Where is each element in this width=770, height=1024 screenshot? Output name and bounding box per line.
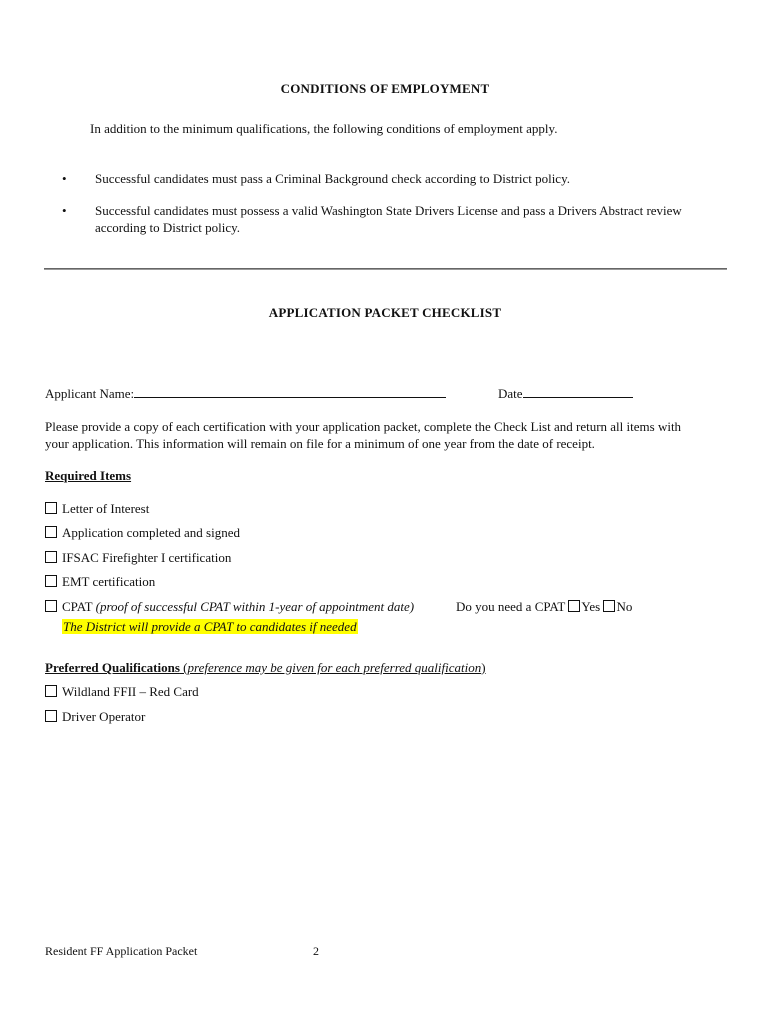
cpat-question-row [456, 599, 632, 615]
cpat-yes-label: Yes [581, 599, 601, 614]
required-item-ifsac [45, 550, 231, 566]
preferred-note-open: ( [179, 660, 188, 675]
cpat-no-label: No [616, 599, 633, 614]
bullet-1-text: Successful candidates must pass a Criminal Background check according to District policy. [95, 171, 570, 186]
cpat-highlight-row [62, 619, 358, 635]
section-divider [44, 268, 727, 270]
required-item-letter [45, 501, 149, 517]
cpat-checkbox[interactable] [45, 600, 57, 612]
bullet-2-text-line2: according to District policy. [95, 220, 241, 235]
bullet-1-marker: • [62, 171, 67, 186]
required-items-heading: Required Items [45, 468, 132, 483]
date-label: Date [498, 386, 523, 401]
required-item-cpat [45, 599, 414, 615]
applicant-name-row [45, 386, 446, 402]
instructions-line-2: your application. This information will remain on file for a minimum of one year from the date of receipt. [45, 436, 595, 451]
preferred-item-label: Wildland FFII – Red Card [62, 684, 199, 699]
preferred-item-label: Driver Operator [62, 709, 146, 724]
preferred-item-driver [45, 709, 145, 725]
checklist-title: APPLICATION PACKET CHECKLIST [268, 305, 502, 320]
required-item-label: Application completed and signed [62, 525, 240, 540]
application-signed-checkbox[interactable] [45, 526, 57, 538]
ifsac-checkbox[interactable] [45, 551, 57, 563]
applicant-name-label: Applicant Name: [45, 386, 135, 401]
footer-title: Resident FF Application Packet [45, 944, 198, 958]
required-item-label: EMT certification [62, 574, 156, 589]
cpat-yes-checkbox[interactable] [568, 600, 580, 612]
cpat-provided-note: The District will provide a CPAT to candidates if needed [63, 619, 357, 634]
bullet-2-marker: • [62, 203, 67, 218]
letter-of-interest-checkbox[interactable] [45, 502, 57, 514]
cpat-note: (proof of successful CPAT within 1-year of appointment date) [95, 599, 415, 614]
driver-operator-checkbox[interactable] [45, 710, 57, 722]
cpat-no-checkbox[interactable] [603, 600, 615, 612]
applicant-name-field[interactable] [134, 386, 446, 398]
preferred-note-close: ) [481, 660, 486, 675]
required-item-application [45, 525, 240, 541]
bullet-2-text-line1: Successful candidates must possess a valid Washington State Drivers License and pass a Drivers Abstract review [95, 203, 682, 218]
date-field[interactable] [523, 386, 633, 398]
cpat-question: Do you need a CPAT [456, 599, 566, 614]
wildland-checkbox[interactable] [45, 685, 57, 697]
required-item-label: Letter of Interest [62, 501, 150, 516]
instructions-line-1: Please provide a copy of each certification with your application packet, complete the Check List and return all items with [45, 419, 682, 434]
emt-checkbox[interactable] [45, 575, 57, 587]
preferred-heading-row [45, 660, 486, 676]
conditions-intro: In addition to the minimum qualifications, the following conditions of employment apply. [90, 121, 558, 136]
preferred-note: preference may be given for each preferred qualification [187, 660, 482, 675]
required-item-emt [45, 574, 155, 590]
cpat-label: CPAT [62, 599, 93, 614]
required-item-label: IFSAC Firefighter I certification [62, 550, 232, 565]
date-row [498, 386, 633, 402]
preferred-item-wildland [45, 684, 199, 700]
preferred-heading: Preferred Qualifications [45, 660, 180, 675]
page-number: 2 [313, 944, 319, 958]
conditions-title: CONDITIONS OF EMPLOYMENT [280, 81, 490, 96]
